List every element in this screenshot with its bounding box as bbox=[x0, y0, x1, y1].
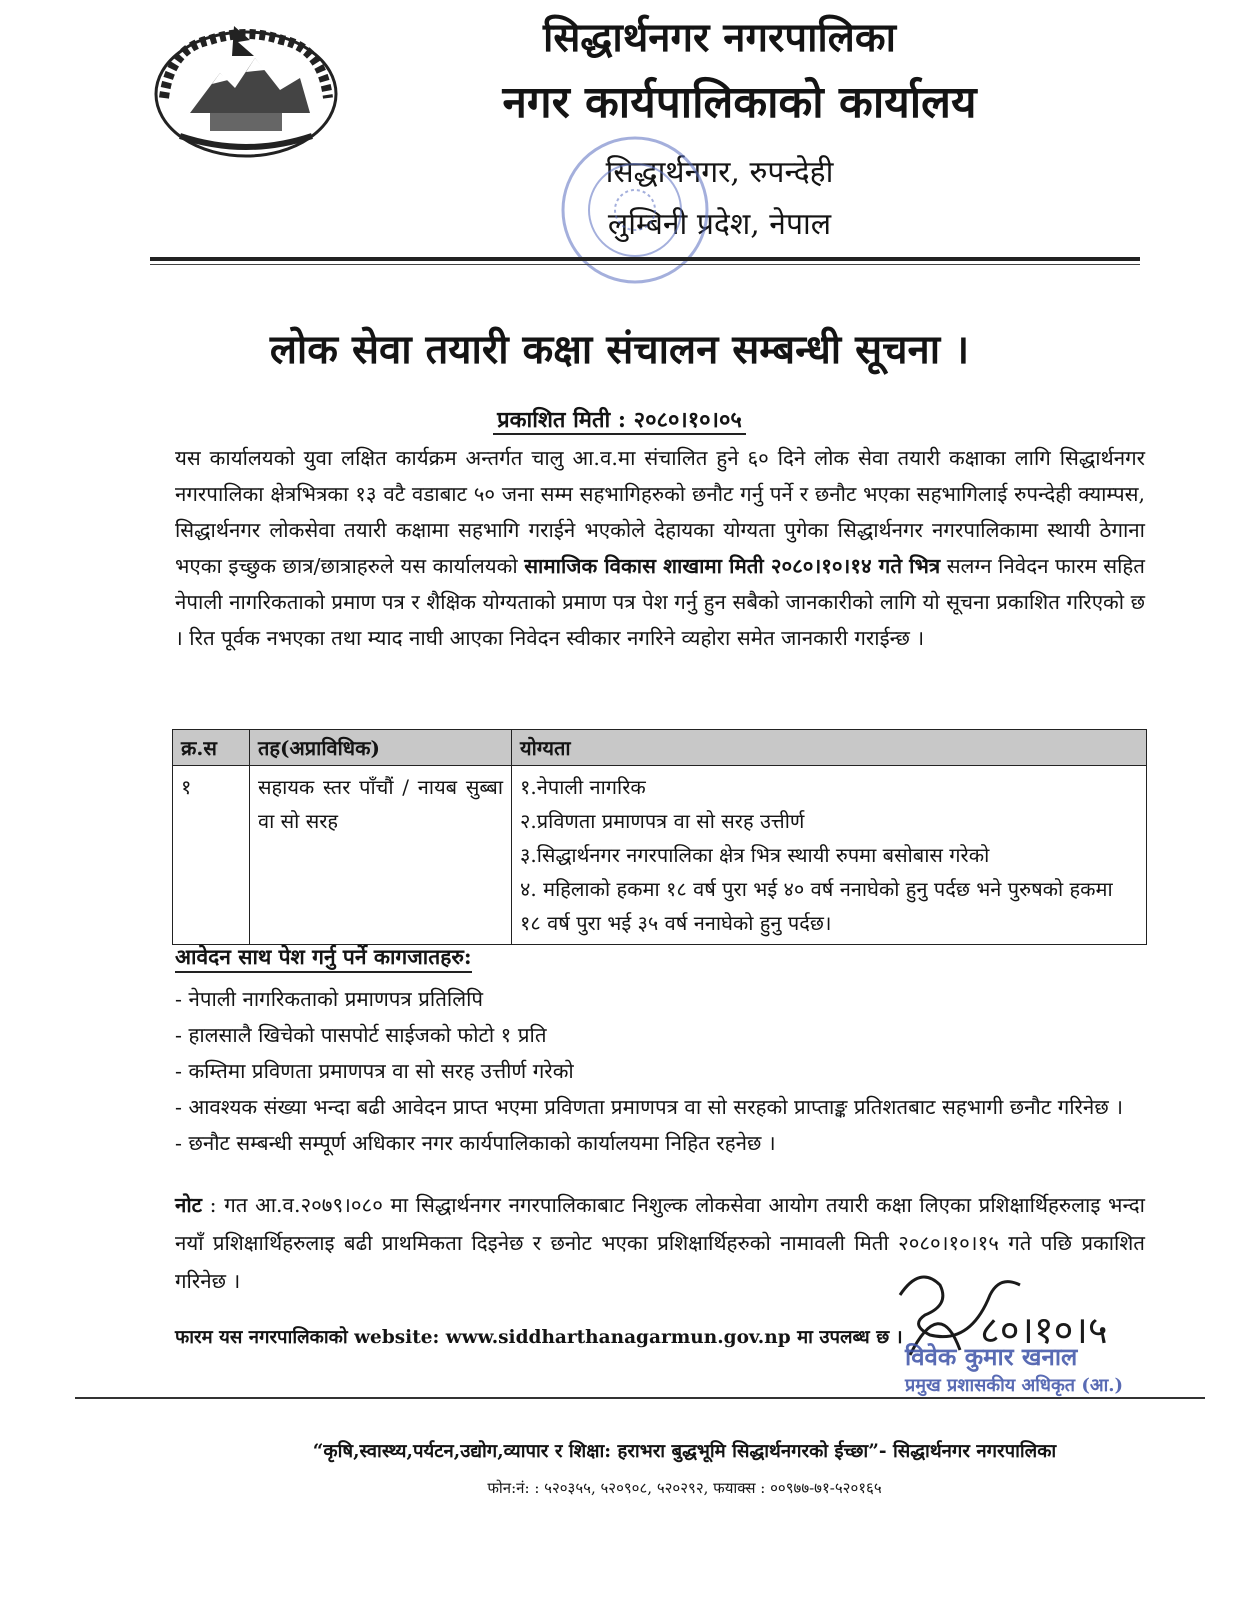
list-item: - आवश्यक संख्या भन्दा बढी आवेदन प्राप्त भएमा प्रविणता प्रमाणपत्र वा सो सरहको प्राप्ताङ्क प्रतिशतबाट सहभागी छनौट गरिनेछ । bbox=[175, 1095, 1123, 1119]
list-item: - कम्तिमा प्रविणता प्रमाणपत्र वा सो सरह उत्तीर्ण गरेको bbox=[175, 1059, 574, 1083]
cell-serial: १ bbox=[173, 766, 250, 945]
notice-body: यस कार्यालयको युवा लक्षित कार्यक्रम अन्तर्गत चालु आ.व.मा संचालित हुने ६० दिने लोक सेवा तयारी कक्षाका लागि सिद्धार्थनगर नगरपालिका क्षेत्रभित्रका १३ वटै वडाबाट ५० जना सम्म सहभागिहरुको छनौट गर्नु पर्ने र छनौट भएका सहभागिलाई रुपन्देही क्याम्पस, सिद्धार्थनगर लोकसेवा तयारी कक्षामा सहभागि गराईने भएकोले देहायका योग्यता पुगेका सिद्धार्थनगर नगरपालिकामा स्थायी ठेगाना भएका इच्छुक छात्र/छात्राहरुले यस कार्यालयको सामाजिक विकास शाखामा मिती २०८०।१०।१४ गते भित्र सलग्न निवेदन फारम सहित नेपाली नागरिकताको प्रमाण पत्र र शैक्षिक योग्यताको प्रमाण पत्र पेश गर्नु हुन सबैको जानकारीको लागि यो सूचना प्रकाशित गरिएको छ । रित पूर्वक नभएका तथा म्याद नाघी आएका निवेदन स्वीकार नगरिने व्यहोरा समेत जानकारी गराईन्छ । bbox=[175, 446, 1145, 650]
footer-slogan: “कृषि,स्वास्थ्य,पर्यटन,उद्योग,व्यापार र शिक्षा: हराभरा बुद्धभूमि सिद्धार्थनगरको ईच्छा”- सिद्धार्थनगर नगरपालिका bbox=[312, 1441, 1057, 1462]
list-item: - नेपाली नागरिकताको प्रमाणपत्र प्रतिलिपि bbox=[175, 987, 484, 1011]
website-line: फारम यस नगरपालिकाको website: www.siddharthanagarmun.gov.np मा उपलब्ध छ । bbox=[175, 1327, 903, 1348]
col-level: तह(अप्राविधिक) bbox=[250, 730, 512, 766]
footer-rule bbox=[75, 1397, 1205, 1399]
qualification-item: १.नेपाली नागरिक bbox=[520, 775, 646, 799]
list-item: - छनौट सम्बन्धी सम्पूर्ण अधिकार नगर कार्यपालिकाको कार्यालयमा निहित रहनेछ । bbox=[175, 1131, 776, 1155]
note-label: नोट bbox=[175, 1193, 203, 1217]
municipality-name: सिद्धार्थनगर नगरपालिका bbox=[542, 14, 896, 61]
officer-stamp bbox=[905, 1340, 1175, 1425]
qualification-table bbox=[172, 729, 1147, 945]
office-province: लुम्बिनी प्रदेश, नेपाल bbox=[607, 207, 832, 242]
cell-level: सहायक स्तर पाँचौं / नायब सुब्बा वा सो सरह bbox=[250, 766, 512, 945]
deadline-text: सामाजिक विकास शाखामा मिती २०८०।१०।१४ गते भित्र bbox=[524, 554, 941, 578]
office-name: नगर कार्यपालिकाको कार्यालय bbox=[502, 77, 977, 128]
office-seal-icon bbox=[555, 125, 715, 300]
qualification-item: २.प्रविणता प्रमाणपत्र वा सो सरह उत्तीर्ण bbox=[520, 809, 805, 833]
list-item: - हालसालै खिचेको पासपोर्ट साईजको फोटो १ प्रति bbox=[175, 1023, 547, 1047]
documents-list bbox=[175, 981, 1145, 1161]
notice-title: लोक सेवा तयारी कक्षा संचालन सम्बन्धी सूचना । bbox=[269, 326, 970, 373]
published-date: प्रकाशित मिती : २०८०।१०।०५ bbox=[0, 404, 1239, 434]
header-rule-thin bbox=[150, 264, 1140, 265]
col-serial: क्र.स bbox=[173, 730, 250, 766]
note-text: नोट : गत आ.व.२०७९।०८० मा सिद्धार्थनगर नगरपालिकाबाट निशुल्क लोकसेवा आयोग तयारी कक्षा लिएका प्रशिक्षार्थिहरुलाइ भन्दा नयाँ प्रशिक्षार्थिहरुलाइ बढी प्राथमिकता दिइनेछ र छनोट भएका प्रशिक्षार्थिहरुको नामावली मिती २०८०।१०।१५ गते पछि प्रकाशित गरिनेछ । bbox=[175, 1193, 1145, 1293]
stamp-title: प्रमुख प्रशासकीय अधिकृत (आ.) bbox=[905, 1375, 1124, 1396]
header-rule bbox=[150, 257, 1140, 261]
cell-qualifications bbox=[512, 766, 1147, 945]
signature-date: ८०।१०।५ bbox=[980, 1308, 1108, 1352]
qualification-item: ४. महिलाको हकमा १८ वर्ष पुरा भई ४० वर्ष ननाघेको हुनु पर्दछ भने पुरुषको हकमा १८ वर्ष पुरा भई ३५ वर्ष ननाघेको हुनु पर्दछ। bbox=[520, 877, 1113, 935]
office-location: सिद्धार्थनगर, रुपन्देही bbox=[605, 155, 834, 190]
footer-phone: फोन:नं: : ५२०३५५, ५२०९०८, ५२०२९२, फयाक्स : ००९७७-७१-५२०१६५ bbox=[487, 1479, 882, 1497]
documents-heading: आवेदन साथ पेश गर्नु पर्ने कागजातहरु: bbox=[175, 943, 472, 973]
qualification-item: ३.सिद्धार्थनगर नगरपालिका क्षेत्र भित्र स्थायी रुपमा बसोबास गरेको bbox=[520, 843, 990, 867]
table-row bbox=[173, 766, 1147, 945]
col-qualification: योग्यता bbox=[512, 730, 1147, 766]
stamp-name: विवेक कुमार खनाल bbox=[905, 1342, 1078, 1371]
